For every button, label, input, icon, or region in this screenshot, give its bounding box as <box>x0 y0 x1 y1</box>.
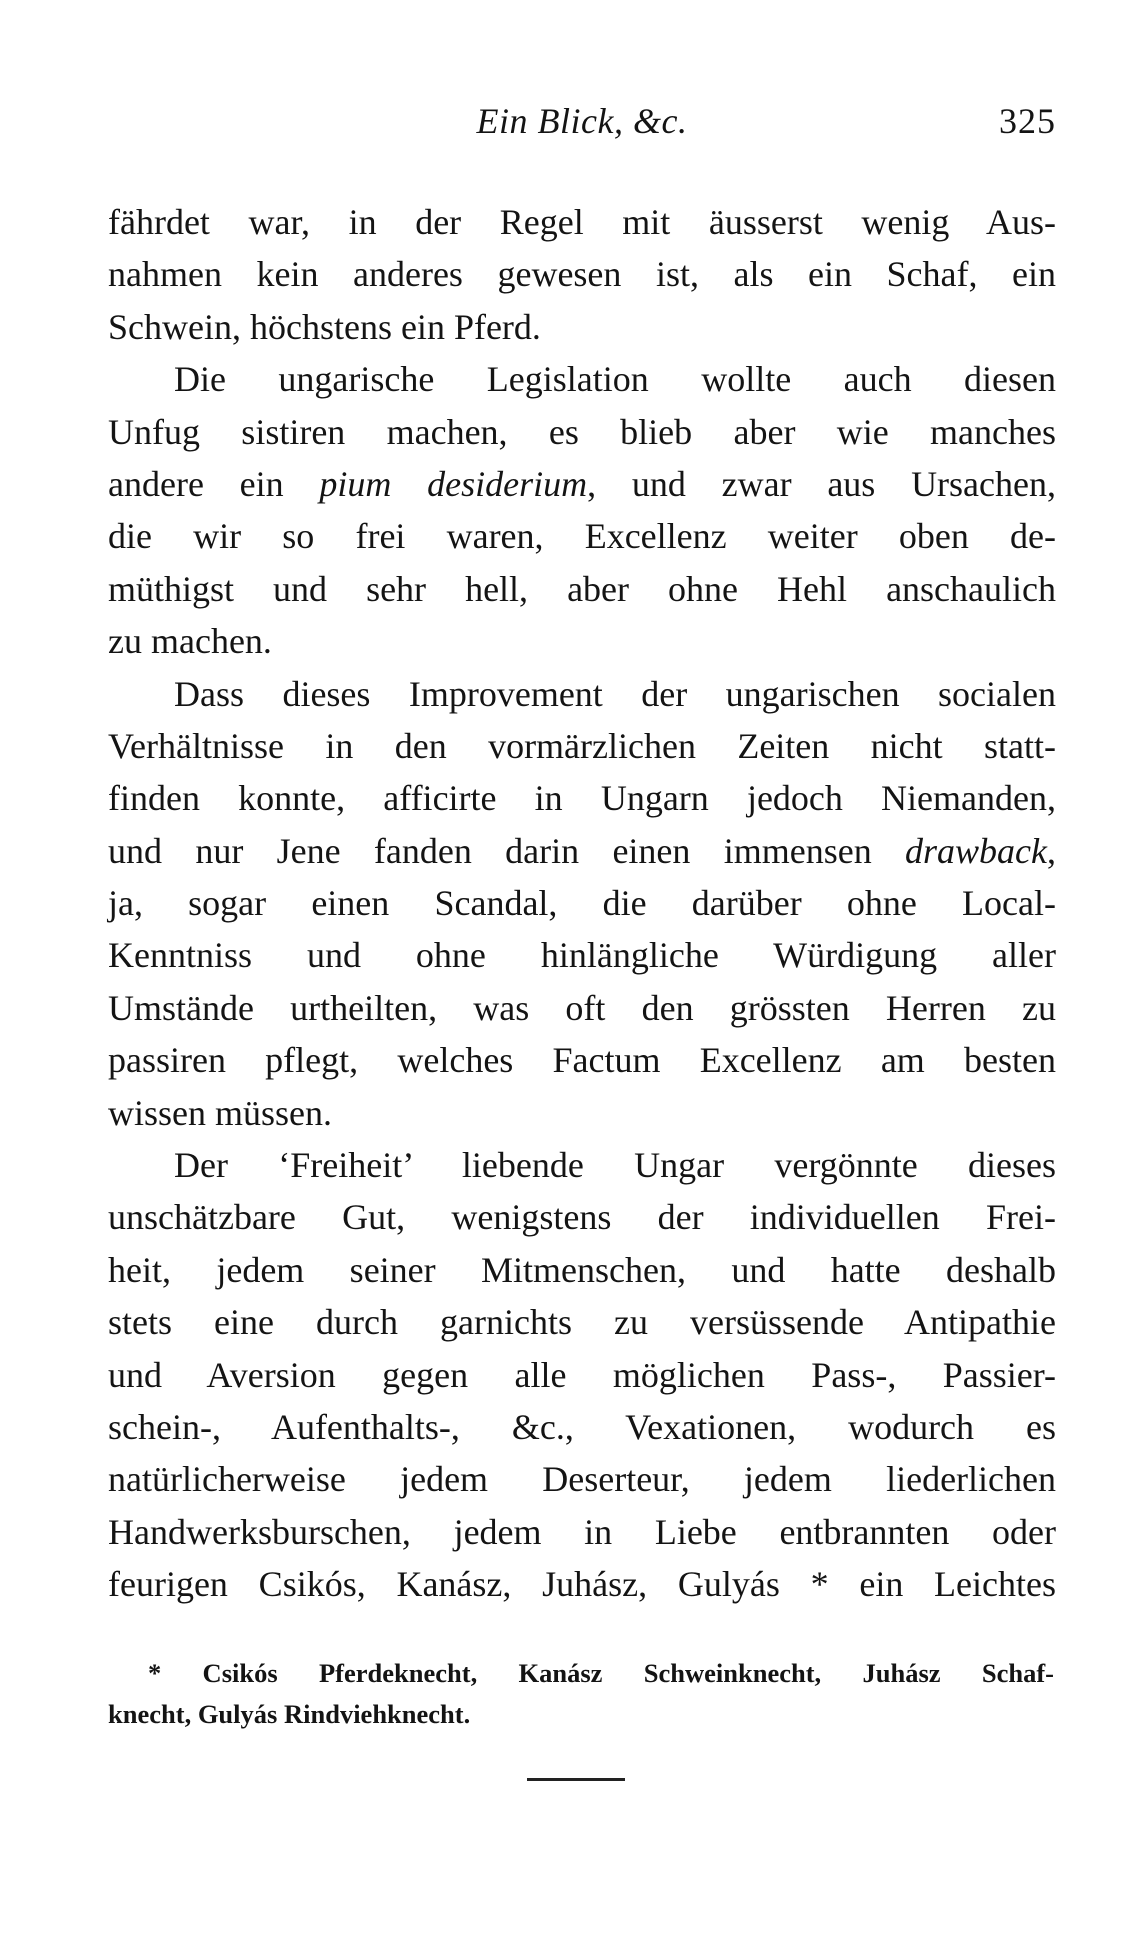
text-line: heit, jedem seiner Mitmenschen, und hatte deshalb <box>108 1249 1056 1290</box>
text-segment: andere ein <box>108 463 320 504</box>
text-line: wissen müssen. <box>108 1092 332 1133</box>
text-segment: , und zwar aus Ursachen, <box>587 463 1056 504</box>
text-line: zu machen. <box>108 621 272 662</box>
text-line <box>108 458 1056 510</box>
page-number: 325 <box>999 101 1056 141</box>
text-line: feurigen Csikós, Kanász, Juhász, Gulyás * ein Leichtes <box>108 1564 1056 1605</box>
italic-phrase: pium desiderium <box>319 463 588 504</box>
text-line: und Aversion gegen alle möglichen Pass-, Passier- <box>108 1354 1056 1395</box>
text-line: stets eine durch garnichts zu versüssende Antipathie <box>108 1302 1056 1343</box>
text-line <box>108 825 1056 877</box>
text-line: die wir so frei waren, Excellenz weiter oben de- <box>108 516 1056 557</box>
text-line: Der ‘Freiheit’ liebende Ungar vergönnte dieses <box>174 1145 1056 1186</box>
text-segment: , <box>1047 830 1056 871</box>
text-segment: und nur Jene fanden darin einen immensen <box>108 830 906 871</box>
text-line: Umstände urtheilten, was oft den grössten Herren zu <box>108 987 1056 1028</box>
footnote-line: knecht, Gulyás Rindviehknecht. <box>108 1699 471 1729</box>
text-line: unschätzbare Gut, wenigstens der individuellen Frei- <box>108 1197 1056 1238</box>
text-line: Schwein, höchstens ein Pferd. <box>108 306 541 347</box>
text-line: passiren pflegt, welches Factum Excellenz am besten <box>108 1040 1056 1081</box>
running-title: Ein Blick, &c. <box>476 101 688 141</box>
text-line: natürlicherweise jedem Deserteur, jedem liederlichen <box>108 1459 1056 1500</box>
footnote-line: * Csikós Pferdeknecht, Kanász Schweinknecht, Juhász Schaf- <box>148 1658 1054 1688</box>
text-line: Die ungarische Legislation wollte auch diesen <box>174 359 1056 400</box>
ornamental-rule <box>527 1778 625 1781</box>
footnote <box>108 1653 1054 1735</box>
italic-phrase: drawback <box>905 830 1047 871</box>
text-line: Dass dieses Improvement der ungarischen socialen <box>174 673 1056 714</box>
text-line: finden konnte, afficirte in Ungarn jedoch Niemanden, <box>108 778 1056 819</box>
running-head <box>108 96 1056 146</box>
body-text <box>108 196 1056 1611</box>
text-line: fährdet war, in der Regel mit äusserst wenig Aus- <box>108 202 1056 242</box>
text-line: Kenntniss und ohne hinlängliche Würdigung aller <box>108 935 1056 976</box>
text-line: Unfug sistiren machen, es blieb aber wie manches <box>108 411 1056 452</box>
text-line: müthigst und sehr hell, aber ohne Hehl anschaulich <box>108 568 1056 609</box>
text-line: ja, sogar einen Scandal, die darüber ohne Local- <box>108 883 1056 924</box>
text-line: Handwerksburschen, jedem in Liebe entbrannten oder <box>108 1511 1056 1552</box>
text-line: schein-, Aufenthalts-, &c., Vexationen, wodurch es <box>108 1406 1056 1447</box>
text-line: nahmen kein anderes gewesen ist, als ein Schaf, ein <box>108 254 1056 295</box>
text-line: Verhältnisse in den vormärzlichen Zeiten nicht statt- <box>108 725 1056 766</box>
